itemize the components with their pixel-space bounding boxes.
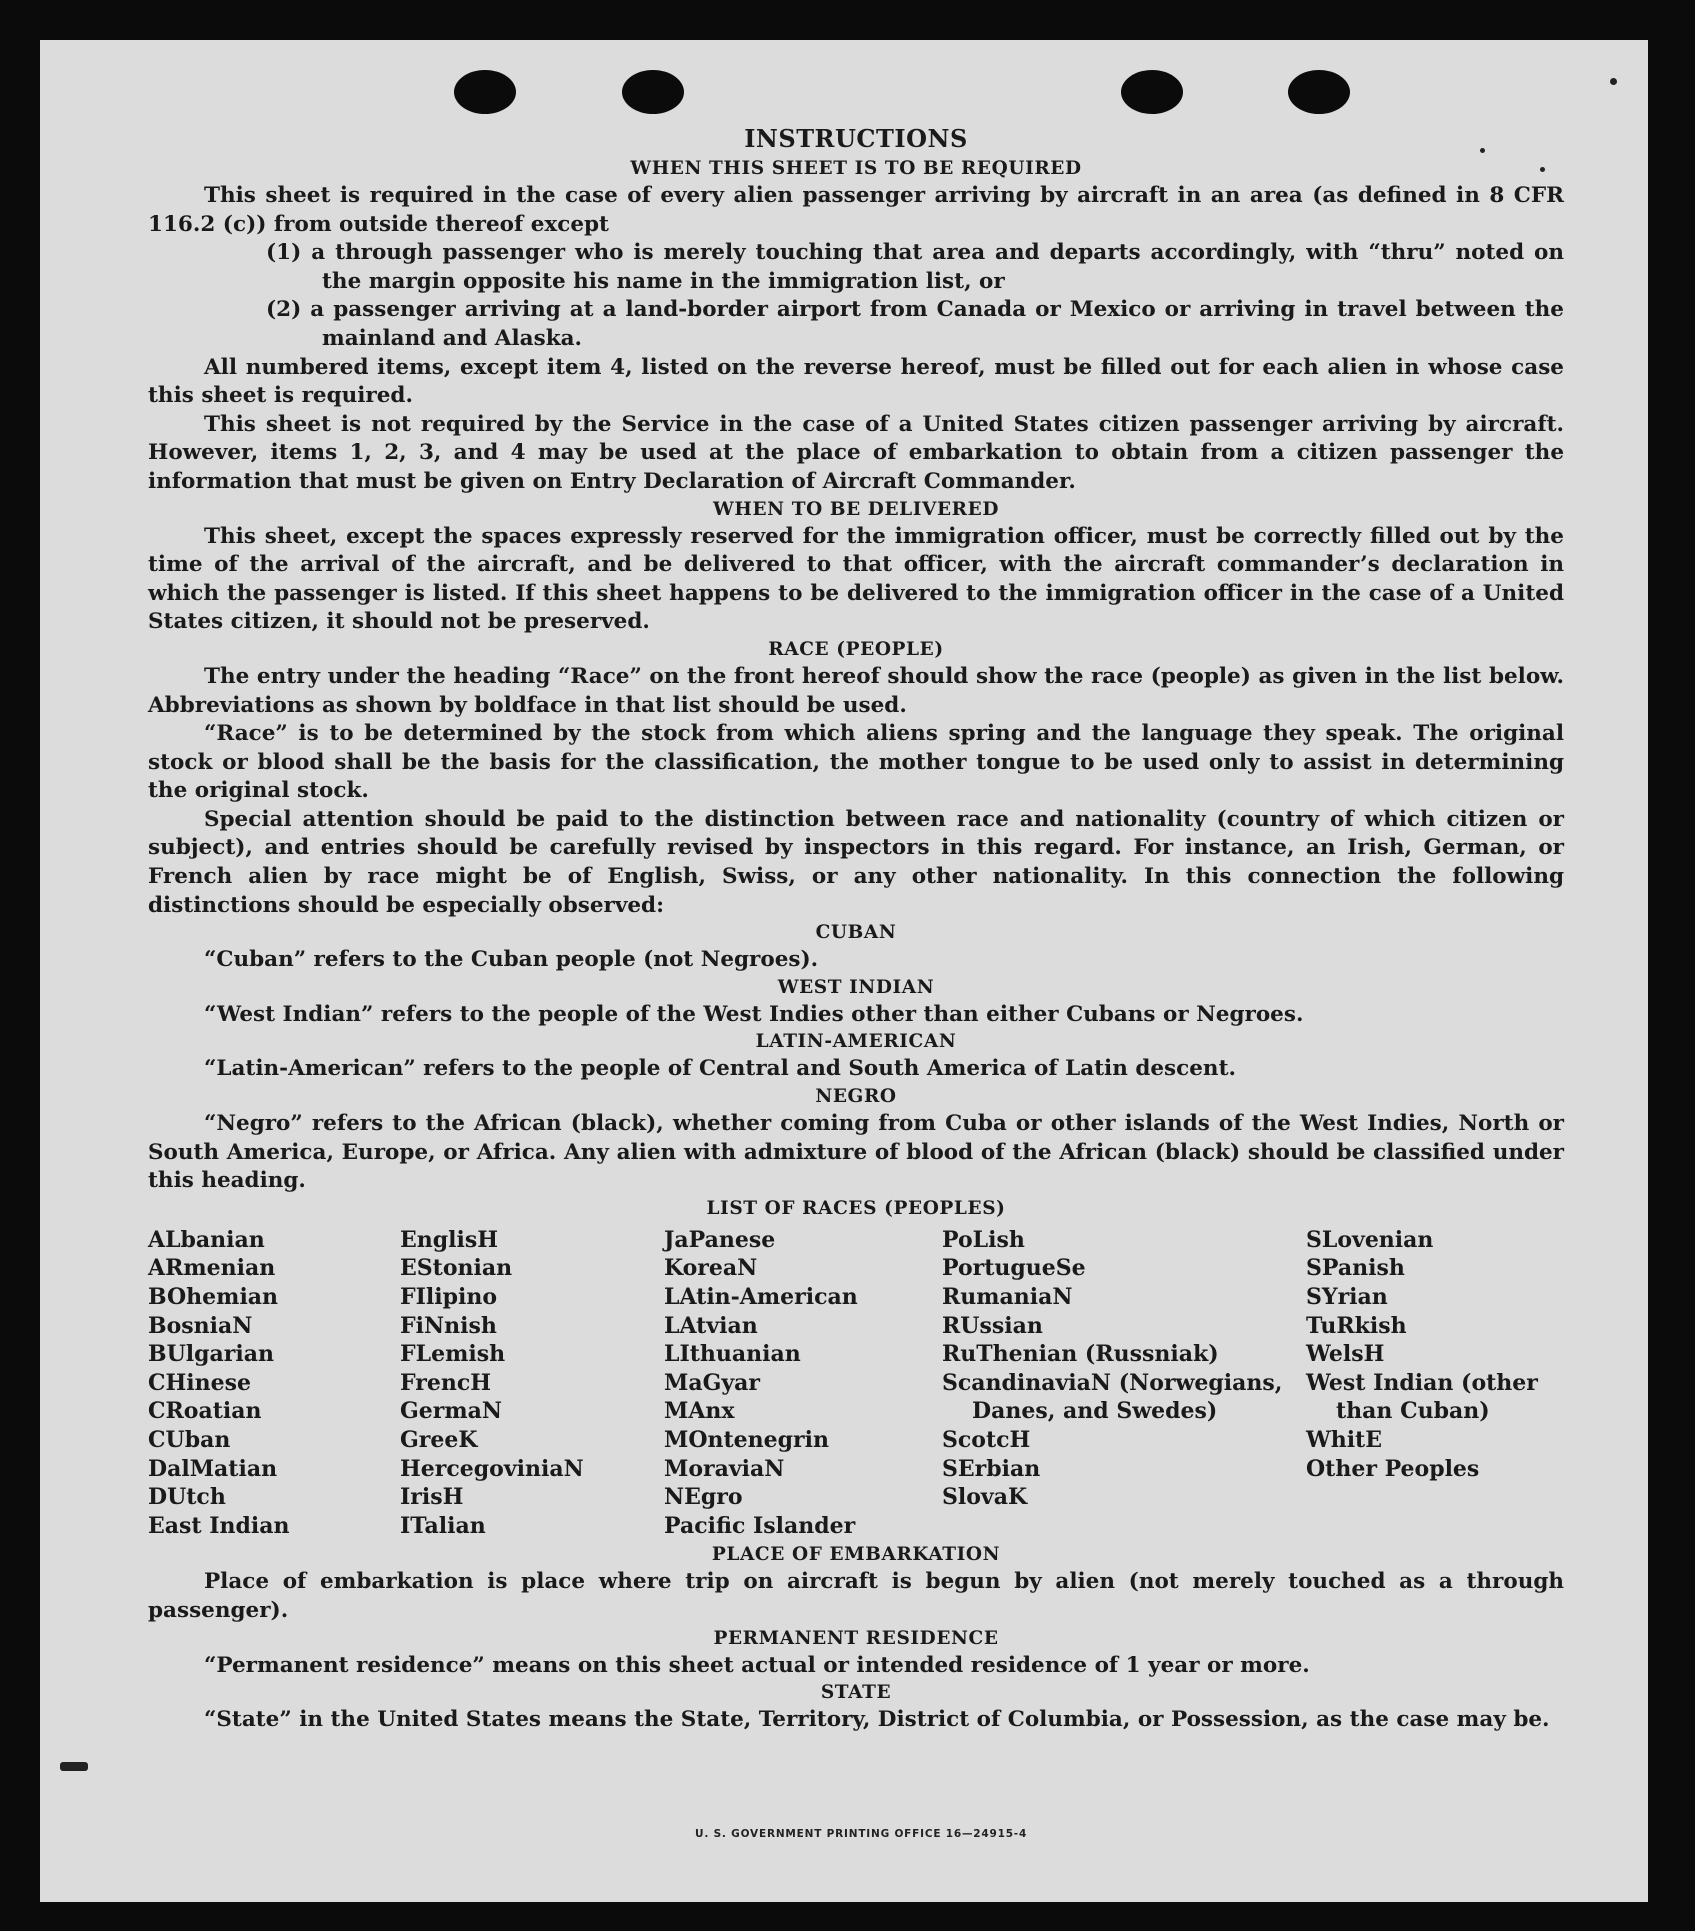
section-heading: NEGRO (815, 1086, 897, 1108)
paragraph: “West Indian” refers to the people of the West Indies other than either Cubans or Negroes. (204, 1001, 1304, 1027)
section-heading: WEST INDIAN (777, 976, 935, 998)
race-entry: East Indian (148, 1512, 290, 1539)
race-entry: EStonian (400, 1255, 513, 1282)
race-entry: LIthuanian (664, 1341, 801, 1368)
race-entry: SPanish (1306, 1255, 1405, 1282)
section-heading: WHEN TO BE DELIVERED (713, 498, 999, 520)
race-column (148, 1226, 400, 1541)
race-entry: ARmenian (148, 1255, 276, 1282)
paragraph: Place of embarkation is place where trip on aircraft is begun by alien (not merely touched as a through passenger). (148, 1569, 1564, 1623)
race-entry: PortugueSe (942, 1255, 1086, 1282)
paragraph: This sheet is required in the case of every alien passenger arriving by aircraft in an area (as defined in 8 CFR 116.2 (c)) from outside thereof except (148, 183, 1564, 237)
punch-hole (622, 70, 684, 114)
race-entry: West Indian (other than Cuban) (1306, 1369, 1538, 1425)
page-title: INSTRUCTIONS (744, 124, 968, 153)
race-entry: LAtin-American (664, 1284, 858, 1310)
race-entry: Other Peoples (1306, 1455, 1480, 1482)
race-entry: ALbanian (148, 1226, 265, 1253)
paragraph: Special attention should be paid to the distinction between race and nationality (country of which citizen or subject), and entries should be carefully revised by inspectors in this regard. For instance, an Irish, German, or French alien by race might be of English, Swiss, or any other nationality. In this connection the following distinctions should be especially observed: (148, 806, 1564, 918)
document-sheet (40, 40, 1648, 1902)
paragraph: “Permanent residence” means on this sheet actual or intended residence of 1 year or more. (204, 1652, 1310, 1678)
paragraph: “Latin-American” refers to the people of Central and South America of Latin descent. (204, 1056, 1236, 1082)
race-entry: CUban (148, 1426, 231, 1453)
section-heading: PLACE OF EMBARKATION (711, 1544, 1001, 1566)
list-item: (2) a passenger arriving at a land-border airport from Canada or Mexico or arriving in travel between the mainland and Alaska. (266, 297, 1564, 351)
race-entry: IrisH (400, 1484, 464, 1511)
race-entry: TuRkish (1306, 1312, 1407, 1339)
race-entry: DUtch (148, 1484, 226, 1511)
race-entry: JaPanese (664, 1226, 776, 1253)
ink-speck (60, 1762, 88, 1771)
race-entry: ScotcH (942, 1426, 1031, 1453)
race-entry: Pacific Islander (664, 1512, 856, 1539)
race-entry: GreeK (400, 1426, 478, 1453)
race-entry: MAnx (664, 1398, 735, 1425)
paragraph: “Negro” refers to the African (black), whether coming from Cuba or other islands of the West Indies, North or South America, Europe, or Africa. Any alien with admixture of blood of the African (black) should be classified under this heading. (148, 1111, 1564, 1194)
race-entry: SYrian (1306, 1284, 1388, 1310)
race-column (400, 1226, 664, 1541)
race-entry: BosniaN (148, 1312, 253, 1339)
punch-hole (1288, 70, 1350, 114)
race-entry: SErbian (942, 1455, 1041, 1482)
paragraph: All numbered items, except item 4, listed on the reverse hereof, must be filled out for each alien in whose case this sheet is required. (148, 354, 1564, 409)
race-entry: BOhemian (148, 1284, 279, 1310)
race-entry: FLemish (400, 1341, 506, 1368)
printer-imprint: U. S. GOVERNMENT PRINTING OFFICE 16—24915-4 (695, 1828, 1028, 1840)
race-entry: FIlipino (400, 1284, 498, 1310)
list-item: (1) a through passenger who is merely touching that area and departs accordingly, with “thru” noted on the margin opposite his name in the immigration list, or (266, 240, 1564, 294)
race-entry: RUssian (942, 1312, 1043, 1339)
race-entry: HercegoviniaN (400, 1455, 584, 1482)
race-column (664, 1226, 942, 1541)
race-entry: LAtvian (664, 1312, 758, 1339)
paragraph: This sheet is not required by the Service in the case of a United States citizen passenger arriving by aircraft. However, items 1, 2, 3, and 4 may be used at the place of embarkation to obtain from a citizen passenger the information that must be given on Entry Declaration of Aircraft Commander. (148, 411, 1564, 494)
section-heading: WHEN THIS SHEET IS TO BE REQUIRED (630, 158, 1082, 179)
race-entry: DalMatian (148, 1455, 278, 1482)
race-column (1306, 1226, 1564, 1541)
race-entry: RuThenian (Russniak) (942, 1341, 1219, 1368)
race-entry: ITalian (400, 1512, 486, 1539)
ink-speck (1610, 78, 1617, 85)
race-entry: MOntenegrin (664, 1426, 829, 1453)
race-entry: MoraviaN (664, 1455, 785, 1482)
race-entry: EnglisH (400, 1226, 499, 1253)
section-heading: RACE (PEOPLE) (768, 638, 944, 660)
section-heading: LIST OF RACES (PEOPLES) (706, 1197, 1006, 1219)
paragraph: This sheet, except the spaces expressly reserved for the immigration officer, must be correctly filled out by the time of the arrival of the aircraft, and be delivered to that officer, with the aircraft commander’s declaration in which the passenger is listed. If this sheet happens to be delivered to the immigration officer in the case of a United States citizen, it should not be preserved. (148, 523, 1564, 635)
section-heading: CUBAN (815, 922, 897, 944)
race-entry: FrencH (400, 1369, 491, 1396)
race-entry: SLovenian (1306, 1226, 1434, 1253)
race-entry: FiNnish (400, 1312, 497, 1339)
paragraph: “Race” is to be determined by the stock from which aliens spring and the language they speak. The original stock or blood shall be the basis for the classification, the mother tongue to be used only to assist in determining the original stock. (148, 721, 1564, 804)
race-entry: MaGyar (664, 1369, 761, 1396)
race-entry: SlovaK (942, 1484, 1028, 1511)
race-entry: WhitE (1306, 1426, 1382, 1453)
race-column (942, 1226, 1306, 1541)
race-entry: RumaniaN (942, 1284, 1073, 1310)
section-heading: PERMANENT RESIDENCE (713, 1627, 999, 1649)
race-entry: ScandinaviaN (Norwegians, Danes, and Swedes) (942, 1369, 1283, 1425)
section-heading: STATE (820, 1682, 892, 1704)
paragraph: The entry under the heading “Race” on the front hereof should show the race (people) as given in the list below. Abbreviations as shown by boldface in that list should be used. (148, 663, 1564, 718)
race-entry: WelsH (1306, 1341, 1385, 1368)
punch-hole (1121, 70, 1183, 114)
race-entry: GermaN (400, 1398, 503, 1425)
paragraph: “Cuban” refers to the Cuban people (not Negroes). (204, 947, 819, 973)
race-list (148, 1226, 1564, 1541)
race-entry: BUlgarian (148, 1341, 274, 1368)
section-heading: LATIN-AMERICAN (755, 1031, 957, 1053)
race-entry: PoLish (942, 1226, 1025, 1253)
paragraph: “State” in the United States means the State, Territory, District of Columbia, or Possession, as the case may be. (204, 1707, 1550, 1733)
instructions-text (148, 122, 1564, 1735)
race-entry: CRoatian (148, 1398, 262, 1425)
punch-hole (454, 70, 516, 114)
race-entry: NEgro (664, 1484, 743, 1511)
race-entry: KoreaN (664, 1255, 758, 1282)
race-entry: CHinese (148, 1369, 252, 1396)
